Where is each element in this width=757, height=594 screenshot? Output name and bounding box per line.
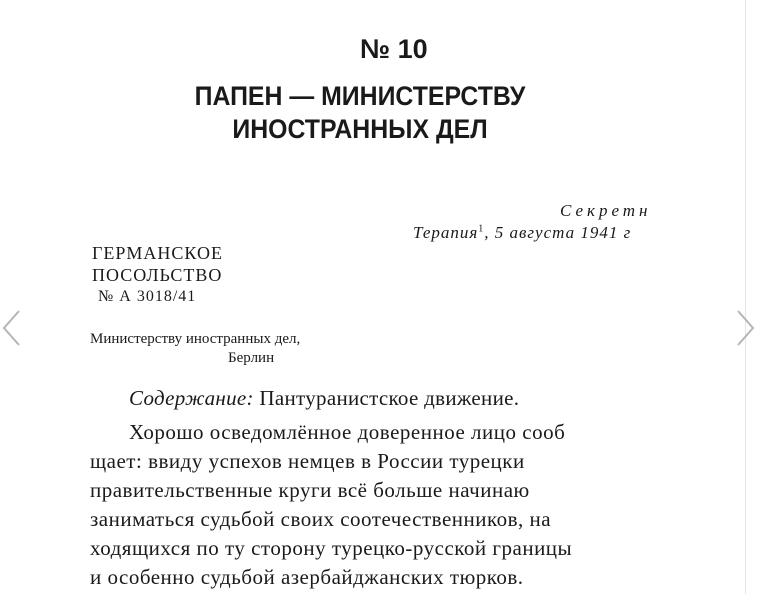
document-number: № 10 [360,34,428,64]
embassy-line-1: ГЕРМАНСКОЕ [92,243,223,263]
chevron-left-icon [0,308,24,348]
body-line: щает: ввиду успехов немцев в России турецки [90,449,525,473]
embassy-line-2: ПОСОЛЬСТВО [92,265,223,285]
addressee [90,330,300,368]
addressee-line-2: Берлин [228,350,275,366]
place-date [413,223,631,243]
title-line-1: ПАПЕН — МИНИСТЕРСТВУ [194,81,526,111]
page-edge-divider [745,0,746,594]
body-line: заниматься судьбой своих соотечественников, на [90,507,552,531]
embassy-header [92,242,223,308]
secret-label: Секретн [560,201,652,220]
content-subject [129,386,519,411]
date: , 5 августа 1941 г [484,223,632,242]
body-line: и особенно судьбой азербайджанских тюрков. [90,565,524,589]
footnote-mark: 1 [478,223,485,235]
next-page-button[interactable] [733,308,757,348]
body-line: правительственные круги всё больше начинаю [90,478,530,502]
content-text: Пантуранистское движение. [253,386,520,410]
body-line: ходящихся по ту сторону турецко-русской границы [90,536,573,560]
body-line: Хорошо осведомлённое доверенное лицо сооб [129,420,566,444]
addressee-line-1: Министерству иностранных дел, [90,331,301,347]
embassy-reference-number: № А 3018/41 [98,288,197,305]
previous-page-button[interactable] [0,308,24,348]
chevron-right-icon [733,308,757,348]
title-line-2: ИНОСТРАННЫХ ДЕЛ [232,114,488,144]
document-title [158,80,563,146]
document-page [70,0,676,594]
body-text [90,418,572,592]
place: Терапия [413,223,479,242]
content-label: Содержание: [129,386,254,410]
